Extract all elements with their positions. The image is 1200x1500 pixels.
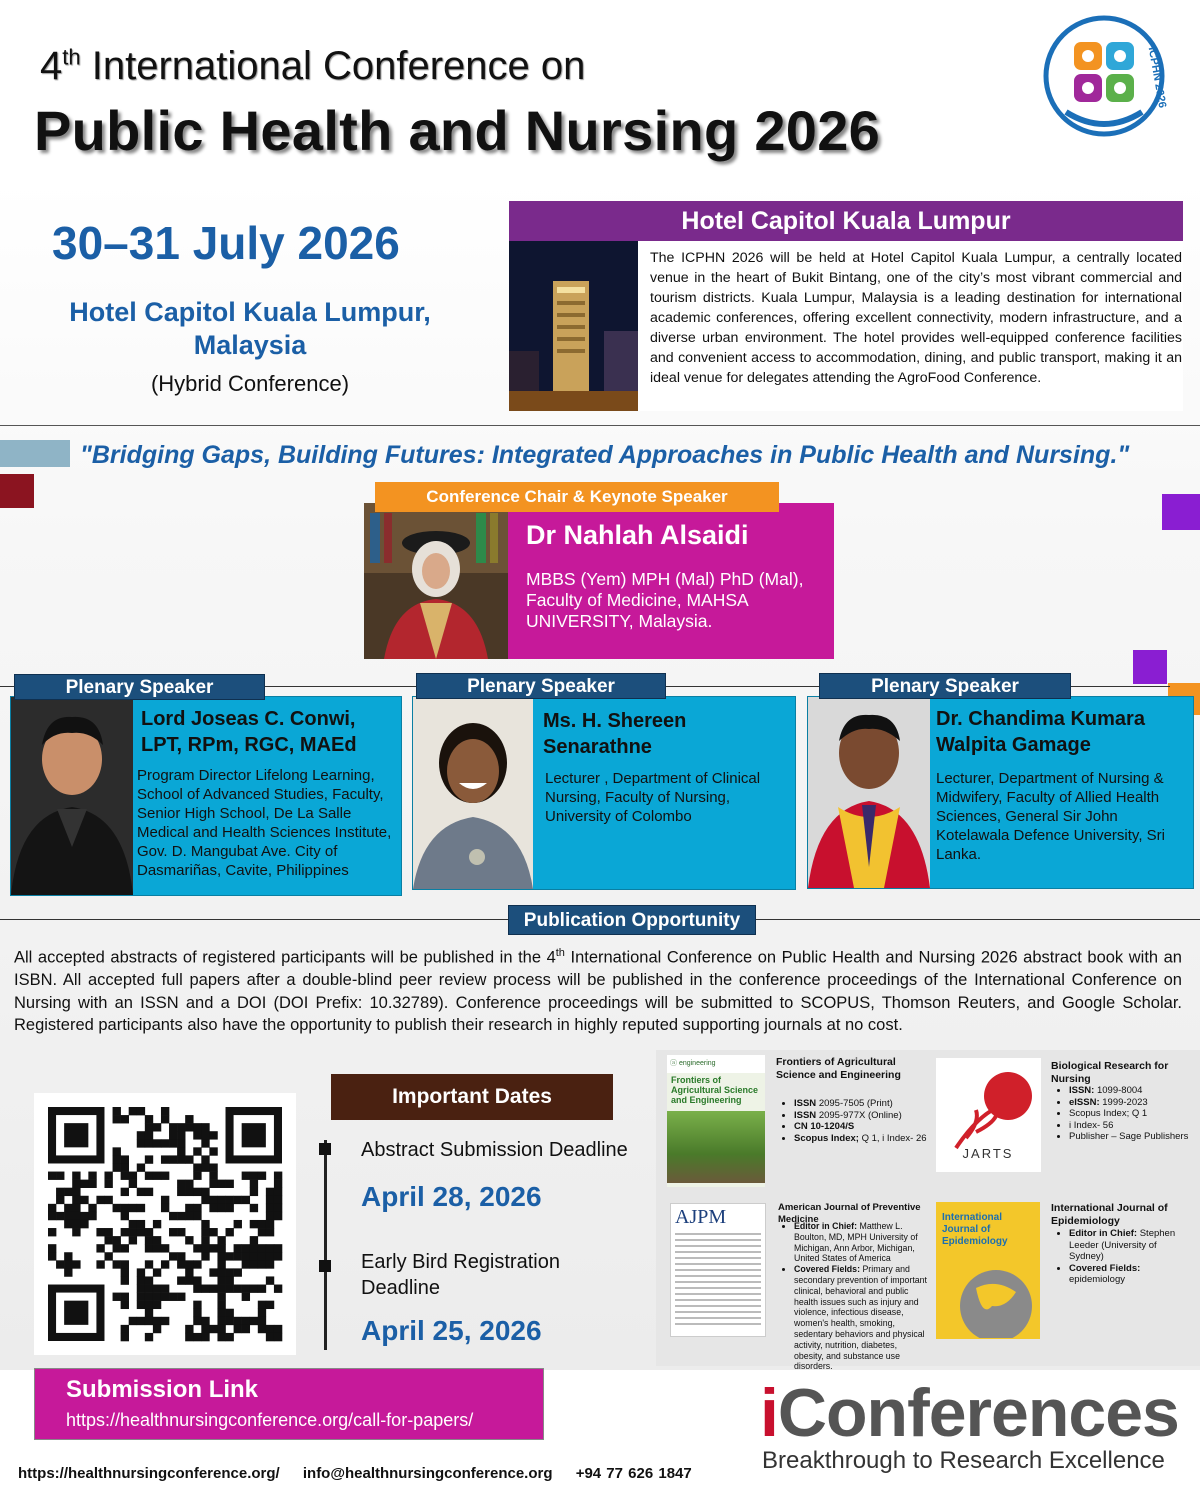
hotel-heading: Hotel Capitol Kuala Lumpur: [509, 201, 1183, 241]
journal-detail-item: • ISSN 2095-7505 (Print): [794, 1098, 938, 1110]
brand-tagline: Breakthrough to Research Excellence: [762, 1447, 1165, 1474]
journal-cover-4: International Journal of Epidemiology: [936, 1202, 1040, 1339]
section-divider: [0, 425, 1200, 426]
event-date: 30–31 July 2026: [52, 217, 400, 269]
journal-detail-item: • Covered Fields: epidemiology: [1069, 1263, 1193, 1286]
plenary-tag-1: Plenary Speaker: [14, 674, 265, 700]
svg-text:ICPHN 2026: ICPHN 2026: [1145, 46, 1169, 109]
journal-title-2: Biological Research for Nursing: [1051, 1060, 1169, 1085]
journal-detail-item: • Editor in Chief: Stephen Leeder (University of Sydney): [1069, 1228, 1193, 1263]
deco-block-blue: [0, 440, 70, 467]
journal-title-4: International Journal of Epidemiology: [1051, 1202, 1168, 1227]
journal-cover-2: [936, 1058, 1041, 1172]
conference-title-line1: 4th International Conference on: [40, 44, 586, 88]
plenary-description-1: Program Director Lifelong Learning, School of Advanced Studies, Faculty, Senior High School, De La Salle Medical and Health Sciences Institute, Gov. D. Mangubat Ave. City of Dasmariñas, Cavite, Philippines: [137, 767, 392, 879]
journal-detail-item: • CN 10-1204/S: [794, 1121, 938, 1133]
journal-detail-item: • Scopus Index; Q 1, i Index- 26: [794, 1133, 938, 1145]
important-dates-tag: Important Dates: [331, 1074, 613, 1120]
journal-detail-item: • Publisher – Sage Publishers: [1069, 1131, 1193, 1143]
footer-phone: +94 77 626 1847: [575, 1465, 692, 1482]
icphn-logo: [1036, 12, 1172, 142]
timeline-marker: [319, 1143, 331, 1155]
iconferences-logo: iConferences: [760, 1375, 1179, 1451]
date-label-1: Abstract Submission Deadline: [361, 1139, 628, 1161]
svg-text:JARTS: JARTS: [962, 1146, 1014, 1161]
deco-block-purple-2: [1133, 650, 1167, 684]
date-label-2: Early Bird Registration Deadline: [361, 1251, 560, 1299]
journal-details-3: [778, 1221, 928, 1372]
journal-detail-item: • i Index- 56: [1069, 1120, 1193, 1132]
footer-website-link[interactable]: https://healthnursingconference.org/: [18, 1465, 280, 1482]
chair-tag: Conference Chair & Keynote Speaker: [375, 482, 779, 512]
journal-cover-1: ⓐ engineering Frontiers of Agricultural Science and Engineering: [667, 1055, 765, 1187]
plenary-photo-2: [413, 697, 533, 889]
journal-title-3: American Journal of Preventive Medicine: [778, 1202, 921, 1225]
plenary-description-2: Lecturer , Department of Clinical Nursing, Faculty of Nursing, University of Colombo: [545, 770, 761, 825]
journal-details-4: [1053, 1228, 1193, 1286]
conference-title-line2: Public Health and Nursing 2026: [34, 99, 881, 162]
journal-details-2: [1053, 1085, 1193, 1143]
qr-code: [34, 1093, 296, 1355]
journal-detail-item: • Editor in Chief: Matthew L. Boulton, MD, MPH University of Michigan, Ann Arbor, Michigan, United States of America: [794, 1221, 928, 1264]
plenary-photo-3: [808, 697, 930, 888]
journal-cover-3: AJPM: [670, 1203, 766, 1337]
journal-details-1: [778, 1098, 938, 1144]
timeline-marker: [319, 1260, 331, 1272]
chair-photo: [364, 503, 508, 659]
plenary-name-2: Ms. H. Shereen Senarathne: [543, 710, 687, 758]
event-mode: (Hybrid Conference): [150, 371, 350, 396]
plenary-tag-3: Plenary Speaker: [819, 673, 1071, 699]
timeline-line: [324, 1140, 327, 1350]
plenary-description-3: Lecturer, Department of Nursing & Midwifery, Faculty of Allied Health Sciences, General Sir John Kotelawala Defence University, Sri Lanka.: [936, 770, 1165, 863]
journal-detail-item: • ISSN 2095-977X (Online): [794, 1110, 938, 1122]
submission-link[interactable]: https://healthnursingconference.org/call-for-papers/: [66, 1410, 474, 1430]
hotel-photo: [509, 241, 638, 411]
publication-text: All accepted abstracts of registered participants will be published in the 4th International Conference on Public Health and Nursing 2026 abstract book with an ISBN. All accepted full papers after a double-blind peer review process will be published in the conference proceedings of the International Conference on Nursing with an ISSN and a DOI (DOI Prefix: 10.32789). Conference proceedings will be submitted to SCOPUS, Thomson Reuters, and Google Scholar. Registered participants also have the opportunity to publish their research in highly reputed supporting journals at no cost.: [14, 947, 1182, 1034]
plenary-name-3: Dr. Chandima Kumara Walpita Gamage: [936, 708, 1145, 756]
deco-block-purple: [1162, 494, 1200, 530]
footer-contacts: [18, 1465, 710, 1482]
date-value-2: April 25, 2026: [361, 1315, 542, 1346]
footer-email-link[interactable]: info@healthnursingconference.org: [302, 1465, 553, 1482]
chair-name: Dr Nahlah Alsaidi: [526, 520, 749, 550]
journal-detail-item: • ISSN: 1099-8004: [1069, 1085, 1193, 1097]
plenary-photo-1: [11, 697, 133, 895]
hotel-description: The ICPHN 2026 will be held at Hotel Capitol Kuala Lumpur, a centrally located venue in the heart of Bukit Bintang, one of the city’s most vibrant commercial and tourism districts. Kuala Lumpur, Malaysia is a leading destination for international academic conferences, offering excellent connectivity, modern infrastructure, and a diverse urban environment. The hotel provides well-equipped conference facilities and convenient access to accommodation, dining, and public transport, making it an ideal venue for delegates attending the AgroFood Conference.: [650, 250, 1182, 386]
event-venue: Hotel Capitol Kuala Lumpur, Malaysia: [69, 297, 431, 360]
journal-detail-item: • Covered Fields: Primary and secondary prevention of important clinical, behavioral and public health issues such as injury and violence, infectious disease, women's health, smoking, sedentary behaviors and physical activity, nutrition, diabetes, obesity, and substance use disorders.: [794, 1264, 928, 1372]
plenary-name-1: Lord Joseas C. Conwi, LPT, RPm, RGC, MAEd: [141, 708, 357, 756]
publication-tag: Publication Opportunity: [508, 905, 756, 935]
journal-detail-item: • eISSN: 1999-2023: [1069, 1097, 1193, 1109]
submission-title: Submission Link: [66, 1376, 259, 1403]
journal-detail-item: • Scopus Index; Q 1: [1069, 1108, 1193, 1120]
deco-block-red: [0, 474, 34, 508]
conference-theme: "Bridging Gaps, Building Futures: Integrated Approaches in Public Health and Nursing.": [80, 441, 1130, 469]
journal-title-1: Frontiers of Agricultural Science and Engineering: [776, 1056, 901, 1081]
date-value-1: April 28, 2026: [361, 1181, 542, 1212]
plenary-tag-2: Plenary Speaker: [416, 673, 666, 699]
chair-description: MBBS (Yem) MPH (Mal) PhD (Mal), Faculty of Medicine, MAHSA UNIVERSITY, Malaysia.: [526, 569, 804, 631]
